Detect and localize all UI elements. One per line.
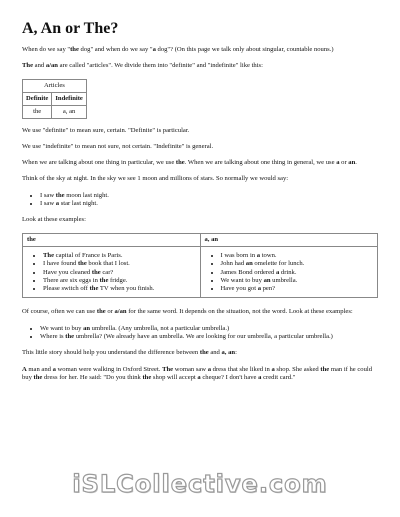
indefinite-header: Indefinite <box>52 92 86 105</box>
intro-paragraph: When do we say "the dog" and when do we say "a dog"? (On this page we talk only about singular, countable nouns.) <box>22 46 334 53</box>
list-item: • We want to buy an umbrella. <box>221 277 374 285</box>
same-word-paragraph: Of course, often we can use the or a/an for the same word. It depends on the situation, not the word. Look at these examples: <box>22 308 353 316</box>
list-item: • Have you cleaned the car? <box>43 269 196 277</box>
sky-list <box>22 192 378 209</box>
articles-paragraph: The and a/an are called "articles". We divide them into "definite" and "indefinite" like this: <box>22 62 263 70</box>
a-an-examples-cell <box>200 246 378 297</box>
page-title: A, An or The? <box>22 20 119 37</box>
list-item: • I saw the moon last night. <box>40 192 378 200</box>
list-item: • James Bond ordered a drink. <box>221 269 374 277</box>
a-an-examples-list <box>205 252 374 293</box>
a-an-column-header: a, an <box>200 233 378 246</box>
the-column-header: the <box>23 233 201 246</box>
indefinite-cell: a, an <box>52 105 86 118</box>
definite-cell: the <box>23 105 52 118</box>
indefinite-paragraph: We use "indefinite" to mean not sure, not certain. "Indefinite" is general. <box>22 142 214 150</box>
the-examples-cell <box>23 246 201 297</box>
articles-table-caption: Articles <box>23 79 87 92</box>
list-item: • Please switch off the TV when you finish. <box>43 285 196 293</box>
watermark-logo: iSLCollective.com <box>72 470 328 498</box>
examples-table <box>22 233 378 299</box>
list-item: • John had an omelette for lunch. <box>221 260 374 268</box>
worksheet <box>22 20 378 390</box>
story-intro-paragraph: This little story should help you understand the difference between the and a, an: <box>22 349 237 357</box>
definite-paragraph: We use "definite" to mean sure, certain. "Definite" is particular. <box>22 126 190 134</box>
particular-paragraph: When we are talking about one thing in particular, we use the. When we are talking about one thing in general, we use a or an. <box>22 159 357 167</box>
list-item: • I saw a star last night. <box>40 200 378 208</box>
list-item: • I was born in a town. <box>221 252 374 260</box>
list-item: • I have found the book that I lost. <box>43 260 196 268</box>
list-item: • The capital of France is Paris. <box>43 252 196 260</box>
story-paragraph: A man and a woman were walking in Oxford Street. The woman saw a dress that she liked in a shop. She asked the man if he could buy the dress for her. He said: "Do you think the shop will accept a cheque? I don't have a credit card." <box>22 365 373 381</box>
articles-table <box>22 79 87 119</box>
umbrella-list <box>22 325 378 342</box>
examples-label: Look at these examples: <box>22 216 86 224</box>
list-item: • Have you got a pen? <box>221 285 374 293</box>
list-item: • There are six eggs in the fridge. <box>43 277 196 285</box>
the-examples-list <box>27 252 196 293</box>
definite-header: Definite <box>23 92 52 105</box>
sky-paragraph: Think of the sky at night. In the sky we see 1 moon and millions of stars. So normally we would say: <box>22 175 289 183</box>
list-item: • We want to buy an umbrella. (Any umbrella, not a particular umbrella.) <box>40 325 378 333</box>
list-item: • Where is the umbrella? (We already have an umbrella. We are looking for our umbrella, a particular umbrella.) <box>40 333 378 341</box>
